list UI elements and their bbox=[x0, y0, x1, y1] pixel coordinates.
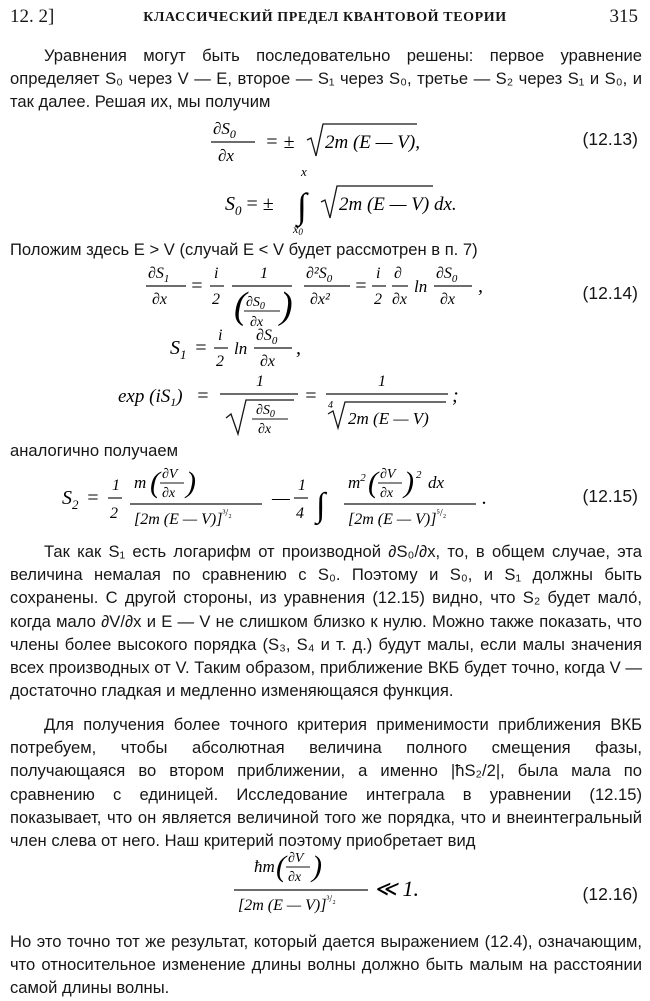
svg-text:∂S0: $\partial S_0$ bbox=[256, 403, 275, 420]
chapter-title: КЛАССИЧЕСКИЙ ПРЕДЕЛ КВАНТОВОЙ ТЕОРИИ bbox=[143, 10, 507, 25]
svg-text:2m (E — V): 2m (E — V) bbox=[348, 409, 429, 428]
equation-tag-12-13: (12.13) bbox=[582, 129, 638, 149]
svg-text:[2m (E — V)]³/₂: [2m (E — V)]$^{^3/_2}$ bbox=[134, 508, 232, 528]
svg-text:S1: $S_1$ bbox=[170, 337, 187, 362]
paragraph-similarly: аналогично получаем bbox=[10, 441, 179, 460]
svg-text:1: 1 bbox=[256, 373, 264, 390]
equation-tag-12-15: (12.15) bbox=[582, 486, 638, 506]
svg-text:=: = bbox=[194, 337, 208, 359]
svg-text:∂x: ∂x bbox=[260, 353, 276, 370]
svg-text:∂x: ∂x bbox=[258, 422, 272, 437]
svg-text:2: 2 bbox=[212, 291, 220, 308]
svg-text:i: i bbox=[218, 327, 223, 344]
svg-text:1: 1 bbox=[112, 477, 120, 494]
svg-text:ln: ln bbox=[414, 277, 428, 296]
paragraph-condition: Положим здесь E > V (случай E < V будет рассмотрен в п. 7) bbox=[10, 240, 478, 259]
svg-text:∂S0: $\partial S_0$ bbox=[256, 327, 278, 347]
svg-text:∂x: ∂x bbox=[162, 486, 176, 501]
svg-text:x: x bbox=[301, 164, 307, 179]
svg-text:m: m bbox=[134, 473, 147, 492]
svg-text:(: ( bbox=[234, 285, 247, 327]
svg-text:∂²S0: $\partial^2S_0$ bbox=[306, 265, 333, 285]
svg-text:∂x: ∂x bbox=[440, 291, 456, 308]
svg-text:≪ 1.: ≪ 1. bbox=[374, 876, 420, 901]
equation-12-15 bbox=[62, 466, 552, 536]
svg-text:2m (E — V),: 2m (E — V), bbox=[325, 132, 420, 153]
svg-text:=: = bbox=[196, 385, 210, 407]
svg-text:i: i bbox=[214, 265, 219, 282]
svg-text:[2m (E — V)]⁵/₂: [2m (E — V)]$^{^5/_2}$ bbox=[348, 508, 447, 528]
svg-text:2: 2 bbox=[110, 505, 118, 522]
svg-text:): ) bbox=[312, 850, 322, 883]
svg-text:= ±: = ± bbox=[265, 131, 295, 153]
svg-text:2: 2 bbox=[216, 353, 224, 370]
svg-text:S2: $S_2$ bbox=[62, 487, 79, 512]
paragraph-discussion: Так как S₁ есть логарифм от производной ∂S₀/∂x, то, в общем случае, эта величина немалая по сравнению с S₀. Поэтому и S₀, и S₁ должны быть сохранены. С другой стороны, из уравнения (12.15) видно, что S₂ будет мало́, когда мало ∂V/∂x и E — V не слишком близко к нулю. Можно также показать, что члены более высокого порядка (S₃, S₄ и т. д.) будут малы, если малы значения всех производных от V. Таким образом, приближение ВКБ будет точно, когда V — достаточно гладкая и медленно изменяющаяся функция. bbox=[10, 542, 642, 701]
svg-text:.: . bbox=[482, 487, 487, 509]
svg-text:1: 1 bbox=[378, 373, 386, 390]
equation-tag-12-16: (12.16) bbox=[582, 884, 638, 904]
svg-text:S0 = ±: $S_0$ = ± bbox=[225, 193, 274, 218]
svg-text:(: ( bbox=[368, 466, 378, 499]
svg-text:;: ; bbox=[452, 385, 459, 407]
equation-12-13 bbox=[205, 118, 465, 236]
svg-text:∂V: ∂V bbox=[288, 851, 304, 866]
svg-text:∂x: ∂x bbox=[218, 146, 234, 165]
svg-text:∂S0: $\partial S_0$ bbox=[213, 119, 236, 141]
page-number: 315 bbox=[609, 6, 638, 27]
svg-text:4: 4 bbox=[328, 400, 333, 411]
svg-text:4: 4 bbox=[296, 505, 304, 522]
svg-text:∂S1: $\partial S_1$ bbox=[148, 265, 170, 285]
svg-text:,: , bbox=[478, 275, 483, 297]
svg-text:exp (iS1): $\exp (iS_1)$ bbox=[118, 386, 183, 409]
paragraph-conclusion: Но это точно тот же результат, который дается выражением (12.4), означающим, что относительное изменение длины волны должно быть малым на расстоянии самой длины волны. bbox=[10, 932, 642, 998]
svg-text:ħm: ħm bbox=[254, 857, 275, 876]
svg-text:∂x: ∂x bbox=[380, 486, 394, 501]
svg-text:∂x: ∂x bbox=[152, 291, 168, 308]
svg-text:∂S0: $\partial S_0$ bbox=[436, 265, 458, 285]
equation-tag-12-14: (12.14) bbox=[582, 283, 638, 303]
paragraph-intro: Уравнения могут быть последовательно решены: первое уравнение определяет S₀ через V — E, второе — S₁ через S₀, третье — S₂ через S₁ и S₀, и так далее. Решая их, мы получим bbox=[10, 46, 642, 112]
svg-text:∂V: ∂V bbox=[380, 467, 396, 482]
svg-text:(: ( bbox=[276, 850, 286, 883]
svg-text:=: = bbox=[86, 487, 100, 509]
svg-text:2: 2 bbox=[374, 291, 382, 308]
svg-text:∂x²: ∂x² bbox=[310, 291, 330, 308]
paragraph-criterion: Для получения более точного критерия применимости приближения ВКБ потребуем, чтобы абсолютная величина полного смещения фазы, получающаяся во втором приближении, а именно |ħS₂/2|, была мала по сравнению с единицей. Исследование интеграла в уравнении (12.15) показывает, что он является величиной того же порядка, что и внеинтегральный член слева от него. Наш критерий поэтому приобретает вид bbox=[10, 715, 642, 851]
svg-text:,: , bbox=[296, 337, 301, 359]
equation-12-14 bbox=[118, 262, 498, 438]
svg-text:∂x: ∂x bbox=[392, 291, 408, 308]
svg-text:1: 1 bbox=[298, 477, 306, 494]
section-number: 12. 2] bbox=[10, 6, 55, 27]
running-head bbox=[0, 0, 650, 34]
svg-text:—: — bbox=[272, 487, 290, 509]
svg-text:2: 2 bbox=[416, 469, 422, 481]
svg-text:m2: $m^2$ bbox=[348, 472, 366, 492]
svg-text:ln: ln bbox=[234, 339, 248, 358]
svg-text:∂x: ∂x bbox=[250, 315, 264, 330]
svg-text:x0: x0 bbox=[293, 222, 303, 237]
svg-text:∂: ∂ bbox=[394, 265, 402, 282]
svg-text:): ) bbox=[404, 466, 414, 499]
svg-text:∫: ∫ bbox=[316, 487, 326, 524]
svg-text:∫: ∫ bbox=[297, 186, 307, 226]
svg-text:): ) bbox=[280, 285, 293, 327]
svg-text:∂x: ∂x bbox=[288, 870, 302, 885]
svg-text:[2m (E — V)]³/₂: [2m (E — V)]$^{^3/_2}$ bbox=[238, 894, 336, 914]
svg-text:(: ( bbox=[150, 466, 160, 499]
svg-text:∂V: ∂V bbox=[162, 467, 178, 482]
svg-text:=: = bbox=[354, 275, 368, 297]
equation-12-16 bbox=[232, 850, 432, 922]
svg-text:): ) bbox=[186, 466, 196, 499]
svg-text:dx: dx bbox=[428, 473, 445, 492]
svg-text:i: i bbox=[376, 265, 381, 282]
svg-text:2m (E — V) dx.: 2m (E — V) dx. bbox=[339, 194, 457, 215]
svg-text:∂S0: $\partial S_0$ bbox=[246, 295, 265, 312]
svg-text:=: = bbox=[190, 275, 204, 297]
svg-text:=: = bbox=[304, 385, 318, 407]
svg-text:1: 1 bbox=[260, 265, 268, 282]
